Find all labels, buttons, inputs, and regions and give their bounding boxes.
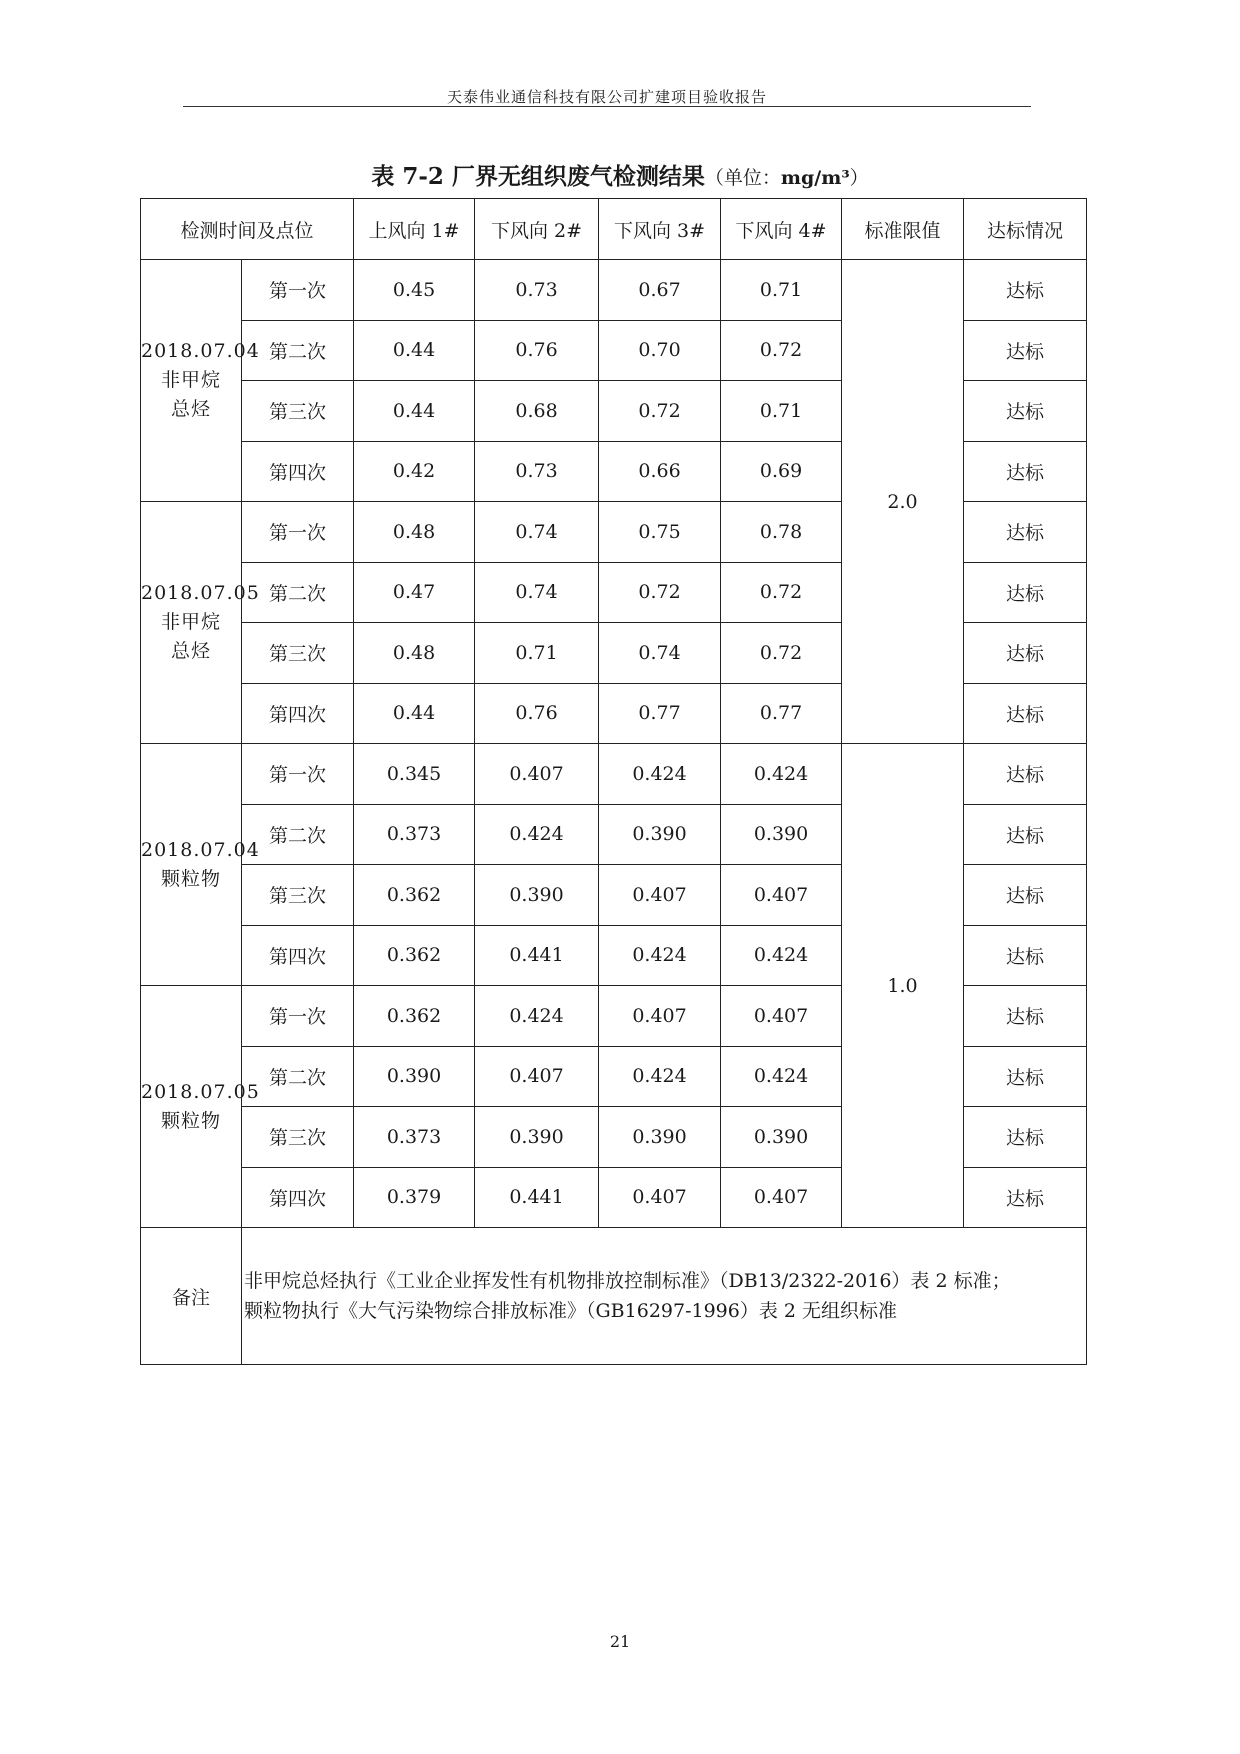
table-title <box>130 158 1110 191</box>
round-cell: 第一次 <box>242 260 354 321</box>
header-row <box>141 199 1087 260</box>
note-label: 备注 <box>141 1228 242 1365</box>
running-header: 天泰伟业通信科技有限公司扩建项目验收报告 <box>446 88 767 106</box>
value-cell: 0.74 <box>475 502 599 563</box>
note-row <box>141 1228 1087 1365</box>
value-cell: 0.72 <box>721 562 842 623</box>
round-cell: 第三次 <box>242 865 354 926</box>
value-cell: 0.71 <box>721 381 842 442</box>
value-cell: 0.407 <box>721 865 842 926</box>
value-cell: 0.407 <box>475 744 599 805</box>
value-cell: 0.424 <box>475 986 599 1047</box>
column-header: 标准限值 <box>842 199 964 260</box>
round-cell: 第一次 <box>242 502 354 563</box>
status-cell: 达标 <box>964 1046 1087 1107</box>
group-label-cell <box>141 986 260 1228</box>
note-text <box>242 1228 1087 1365</box>
table-title-main: 表 7-2 厂界无组织废气检测结果 <box>371 163 705 190</box>
group-date: 2018.07.05 <box>141 1080 260 1103</box>
value-cell: 0.48 <box>354 623 475 684</box>
value-cell: 0.71 <box>721 260 842 321</box>
status-cell: 达标 <box>964 1167 1087 1228</box>
header-rule <box>183 106 1031 107</box>
value-cell: 0.77 <box>721 683 842 744</box>
round-cell: 第二次 <box>242 320 354 381</box>
value-cell: 0.75 <box>599 502 721 563</box>
group-date: 2018.07.04 <box>141 340 260 362</box>
value-cell: 0.373 <box>354 804 475 865</box>
value-cell: 0.424 <box>721 744 842 805</box>
value-cell: 0.407 <box>721 986 842 1047</box>
value-cell: 0.390 <box>354 1046 475 1107</box>
group-pollutant: 非甲烷 <box>160 611 221 633</box>
value-cell: 0.424 <box>721 925 842 986</box>
value-cell: 0.72 <box>599 562 721 623</box>
group-date: 2018.07.04 <box>141 838 260 861</box>
status-cell: 达标 <box>964 865 1087 926</box>
status-cell: 达标 <box>964 744 1087 805</box>
round-cell: 第四次 <box>242 441 354 502</box>
value-cell: 0.407 <box>599 986 721 1047</box>
status-cell: 达标 <box>964 1107 1087 1168</box>
value-cell: 0.345 <box>354 744 475 805</box>
round-cell: 第四次 <box>242 925 354 986</box>
table-row <box>141 744 1087 805</box>
value-cell: 0.441 <box>475 1167 599 1228</box>
group-label-cell <box>141 744 260 986</box>
value-cell: 0.390 <box>599 1107 721 1168</box>
column-header: 达标情况 <box>964 199 1087 260</box>
value-cell: 0.72 <box>721 623 842 684</box>
value-cell: 0.73 <box>475 441 599 502</box>
column-header: 下风向 2# <box>475 199 599 260</box>
value-cell: 0.44 <box>354 683 475 744</box>
page-number: 21 <box>609 1632 631 1651</box>
value-cell: 0.424 <box>599 744 721 805</box>
group-label-cell <box>141 260 260 502</box>
round-cell: 第一次 <box>242 744 354 805</box>
value-cell: 0.47 <box>354 562 475 623</box>
value-cell: 0.67 <box>599 260 721 321</box>
group-pollutant: 总烃 <box>170 640 211 662</box>
column-header: 上风向 1# <box>354 199 475 260</box>
group-pollutant: 颗粒物 <box>160 867 221 890</box>
value-cell: 0.71 <box>475 623 599 684</box>
value-cell: 0.70 <box>599 320 721 381</box>
value-cell: 0.73 <box>475 260 599 321</box>
value-cell: 0.424 <box>599 925 721 986</box>
value-cell: 0.44 <box>354 320 475 381</box>
table-title-unit: （单位：mg/m³） <box>704 167 869 189</box>
value-cell: 0.390 <box>721 1107 842 1168</box>
results-table <box>140 198 1087 1365</box>
group-pollutant: 总烃 <box>170 398 211 420</box>
group-date: 2018.07.05 <box>141 582 260 604</box>
status-cell: 达标 <box>964 925 1087 986</box>
value-cell: 0.72 <box>721 320 842 381</box>
value-cell: 0.424 <box>721 1046 842 1107</box>
value-cell: 0.44 <box>354 381 475 442</box>
status-cell: 达标 <box>964 502 1087 563</box>
status-cell: 达标 <box>964 441 1087 502</box>
value-cell: 0.379 <box>354 1167 475 1228</box>
value-cell: 0.76 <box>475 320 599 381</box>
column-header: 下风向 3# <box>599 199 721 260</box>
value-cell: 0.362 <box>354 986 475 1047</box>
value-cell: 0.66 <box>599 441 721 502</box>
value-cell: 0.76 <box>475 683 599 744</box>
status-cell: 达标 <box>964 986 1087 1047</box>
round-cell: 第二次 <box>242 562 354 623</box>
status-cell: 达标 <box>964 381 1087 442</box>
limit-cell: 2.0 <box>842 260 964 744</box>
status-cell: 达标 <box>964 623 1087 684</box>
group-pollutant: 非甲烷 <box>160 369 221 391</box>
round-cell: 第四次 <box>242 683 354 744</box>
status-cell: 达标 <box>964 562 1087 623</box>
value-cell: 0.390 <box>599 804 721 865</box>
table-row <box>141 260 1087 321</box>
value-cell: 0.362 <box>354 865 475 926</box>
round-cell: 第三次 <box>242 1107 354 1168</box>
round-cell: 第二次 <box>242 1046 354 1107</box>
status-cell: 达标 <box>964 320 1087 381</box>
group-pollutant: 颗粒物 <box>160 1109 221 1132</box>
value-cell: 0.424 <box>475 804 599 865</box>
status-cell: 达标 <box>964 804 1087 865</box>
round-cell: 第一次 <box>242 986 354 1047</box>
value-cell: 0.407 <box>599 1167 721 1228</box>
column-header: 下风向 4# <box>721 199 842 260</box>
column-header: 检测时间及点位 <box>141 199 354 260</box>
value-cell: 0.72 <box>599 381 721 442</box>
value-cell: 0.424 <box>599 1046 721 1107</box>
status-cell: 达标 <box>964 260 1087 321</box>
value-cell: 0.441 <box>475 925 599 986</box>
value-cell: 0.74 <box>599 623 721 684</box>
group-label-cell <box>141 502 260 744</box>
round-cell: 第三次 <box>242 381 354 442</box>
value-cell: 0.362 <box>354 925 475 986</box>
value-cell: 0.407 <box>721 1167 842 1228</box>
limit-cell: 1.0 <box>842 744 964 1228</box>
value-cell: 0.407 <box>599 865 721 926</box>
value-cell: 0.78 <box>721 502 842 563</box>
value-cell: 0.48 <box>354 502 475 563</box>
value-cell: 0.407 <box>475 1046 599 1107</box>
value-cell: 0.68 <box>475 381 599 442</box>
round-cell: 第四次 <box>242 1167 354 1228</box>
value-cell: 0.390 <box>475 865 599 926</box>
value-cell: 0.69 <box>721 441 842 502</box>
value-cell: 0.74 <box>475 562 599 623</box>
round-cell: 第三次 <box>242 623 354 684</box>
value-cell: 0.390 <box>721 804 842 865</box>
value-cell: 0.373 <box>354 1107 475 1168</box>
value-cell: 0.390 <box>475 1107 599 1168</box>
note-line: 颗粒物执行《大气污染物综合排放标准》（GB16297-1996）表 2 无组织标准 <box>244 1300 898 1322</box>
note-line: 非甲烷总烃执行《工业企业挥发性有机物排放控制标准》（DB13/2322-2016）表 2 标准； <box>244 1270 1011 1292</box>
value-cell: 0.77 <box>599 683 721 744</box>
value-cell: 0.42 <box>354 441 475 502</box>
round-cell: 第二次 <box>242 804 354 865</box>
table-body <box>141 260 1087 1365</box>
value-cell: 0.45 <box>354 260 475 321</box>
status-cell: 达标 <box>964 683 1087 744</box>
